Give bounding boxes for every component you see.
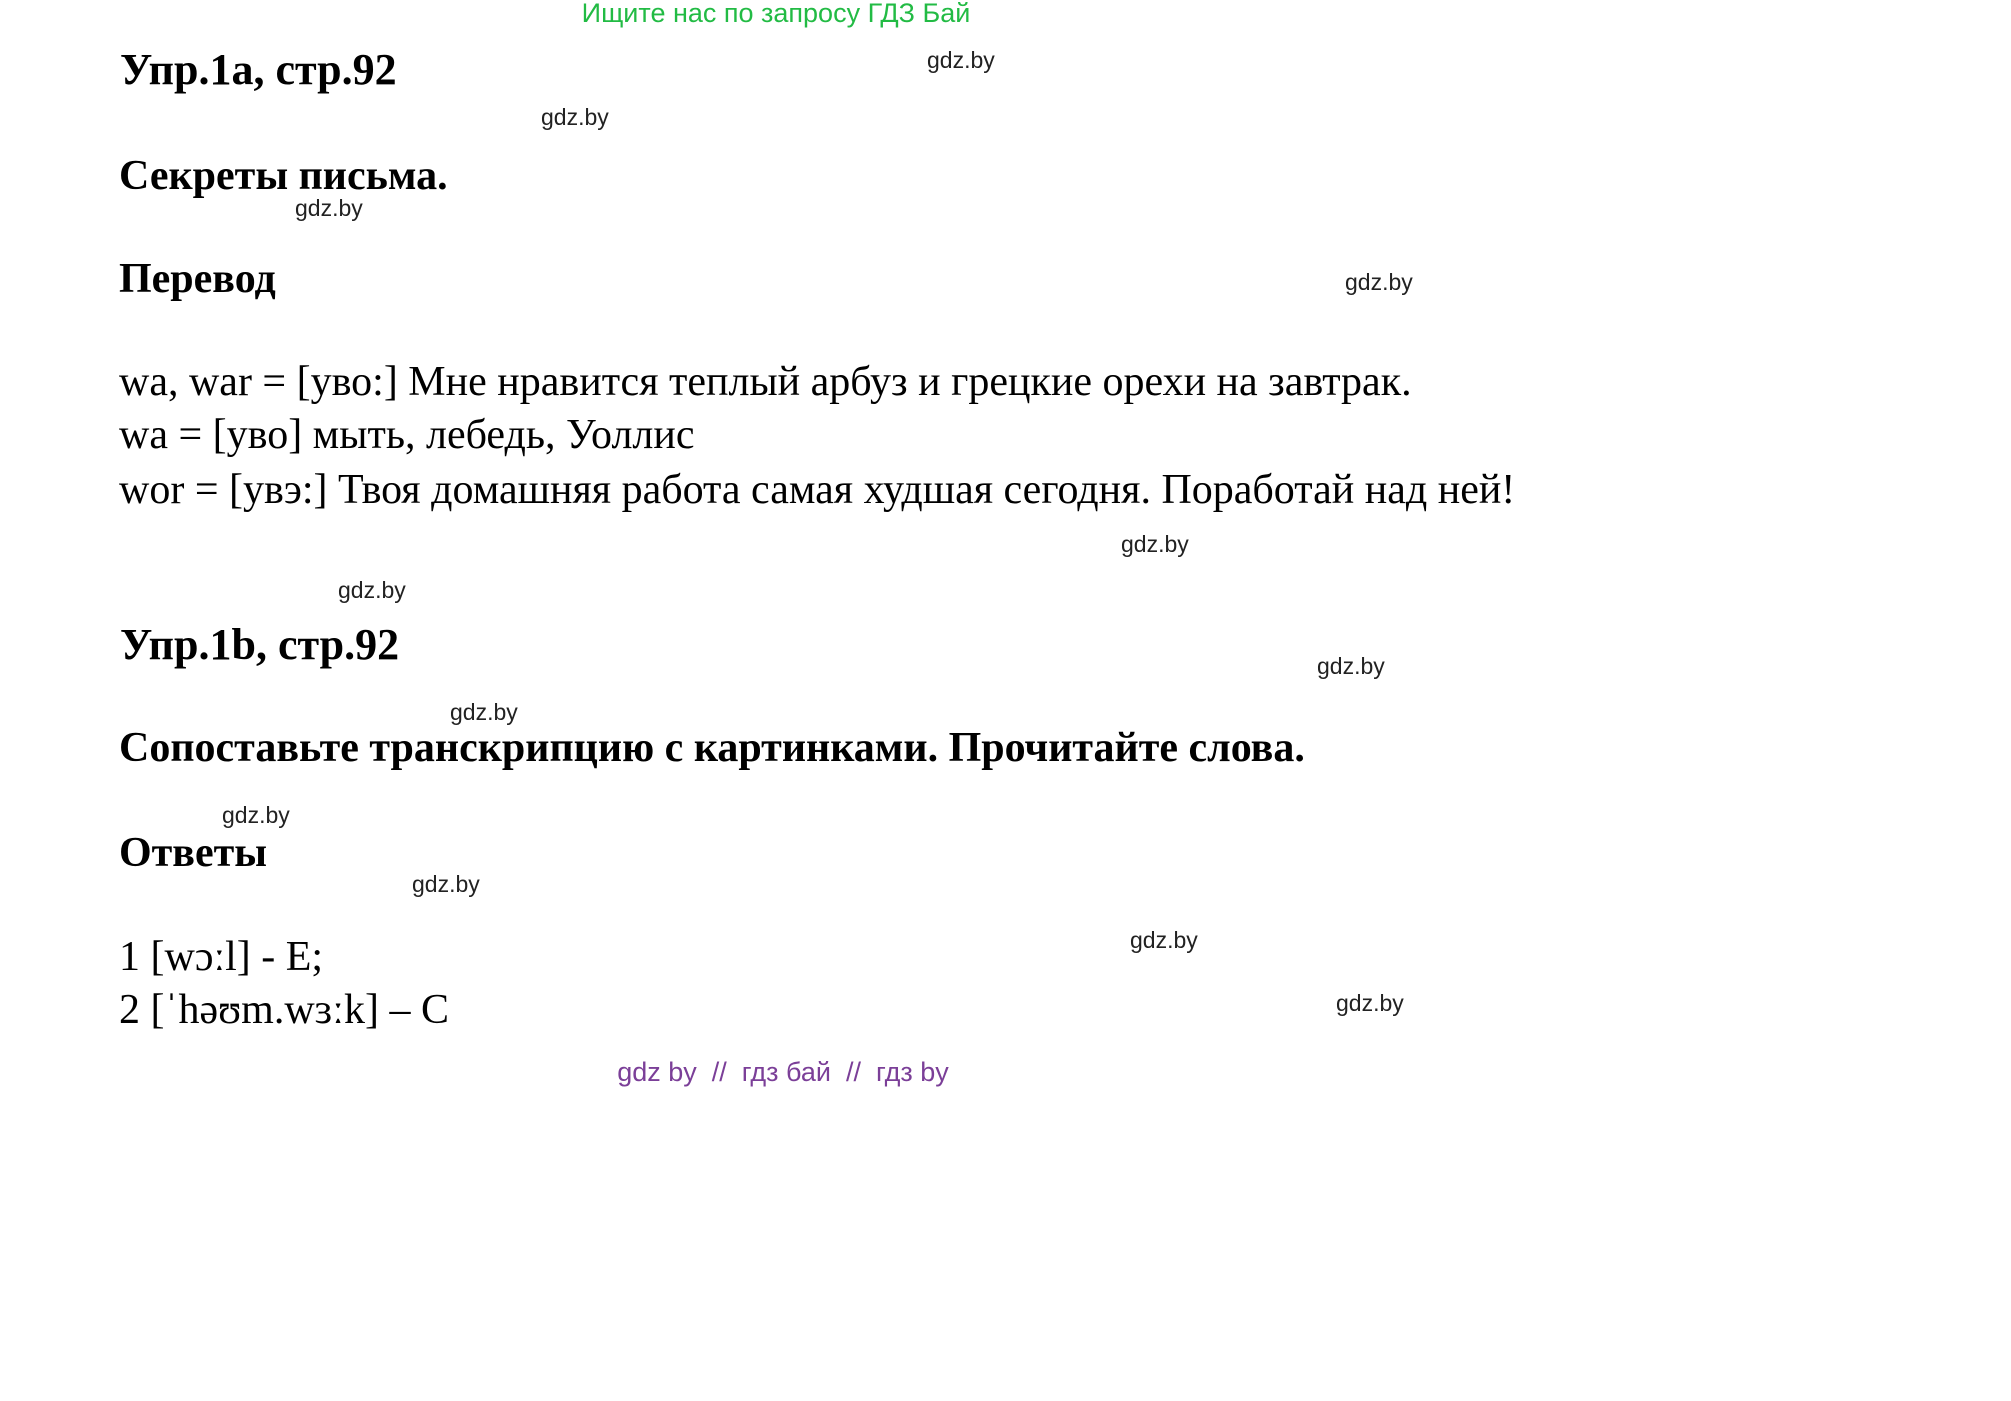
- exercise-1b-title: Упр.1b, стр.92: [120, 620, 400, 669]
- exercise-1b-task: Сопоставьте транскрипцию с картинками. Прочитайте слова.: [119, 725, 1305, 771]
- footer-links: gdz by // гдз бай // гдз by: [617, 1057, 949, 1087]
- watermark: gdz.by: [338, 577, 406, 603]
- translation-line-3: wor = [увэ:] Твоя домашняя работа самая худшая сегодня. Поработай над ней!: [119, 467, 1516, 513]
- exercise-1b-section-heading: Ответы: [119, 830, 268, 876]
- watermark: gdz.by: [222, 802, 290, 828]
- translation-line-1: wa, war = [уво:] Мне нравится теплый арбуз и грецкие орехи на завтрак.: [119, 359, 1412, 405]
- watermark: gdz.by: [450, 699, 518, 725]
- watermark: gdz.by: [541, 104, 609, 130]
- watermark: gdz.by: [1121, 531, 1189, 557]
- watermark: gdz.by: [295, 195, 363, 221]
- answer-line-1: 1 [wɔːl] - E;: [119, 934, 324, 980]
- watermark: gdz.by: [1130, 927, 1198, 953]
- exercise-1a-title: Упр.1а, стр.92: [120, 45, 397, 94]
- search-hint-banner: Ищите нас по запросу ГДЗ Бай: [581, 0, 971, 28]
- answer-line-2: 2 [ˈhəʊm.wɜːk] – C: [119, 987, 449, 1033]
- watermark: gdz.by: [1336, 990, 1404, 1016]
- exercise-1a-subtitle: Секреты письма.: [119, 153, 448, 199]
- translation-line-2: wa = [уво] мыть, лебедь, Уоллис: [119, 412, 695, 458]
- watermark: gdz.by: [927, 47, 995, 73]
- exercise-1a-section-heading: Перевод: [119, 256, 276, 302]
- watermark: gdz.by: [1345, 269, 1413, 295]
- watermark: gdz.by: [412, 871, 480, 897]
- watermark: gdz.by: [1317, 653, 1385, 679]
